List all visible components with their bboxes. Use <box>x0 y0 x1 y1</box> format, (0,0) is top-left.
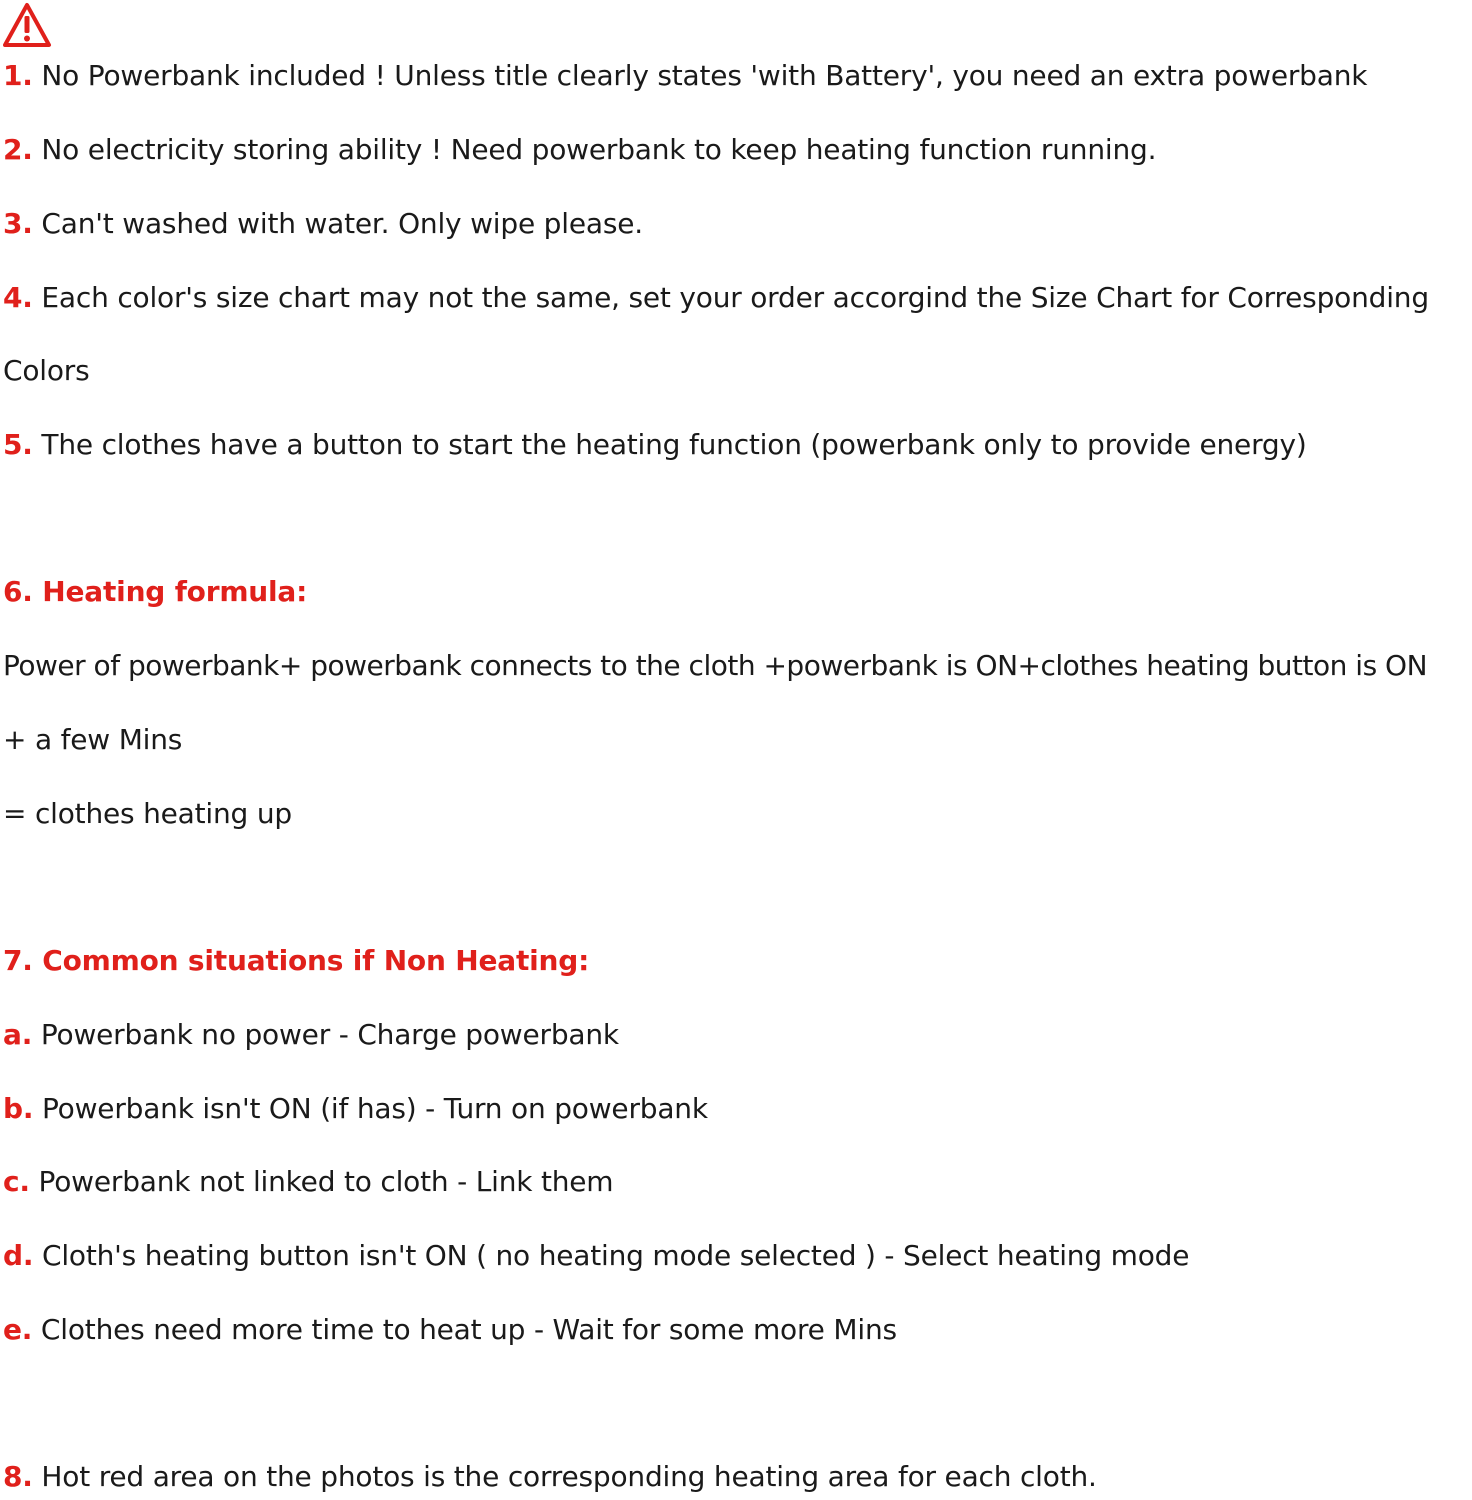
situation-c <box>3 1164 613 1200</box>
situation-text: Cloth's heating button isn't ON ( no heating mode selected ) - Select heating mode <box>33 1239 1190 1272</box>
situation-letter: d. <box>3 1239 34 1272</box>
situation-letter: a. <box>3 1018 33 1051</box>
note-8 <box>3 1459 1097 1495</box>
note-text: Hot red area on the photos is the corresponding heating area for each cloth. <box>32 1460 1097 1493</box>
situation-text: Powerbank no power - Charge powerbank <box>32 1018 619 1051</box>
note-1 <box>3 58 1367 94</box>
note-number: 2. <box>3 133 33 166</box>
situation-b <box>3 1091 708 1127</box>
note-text: No electricity storing ability ! Need powerbank to keep heating function running. <box>32 133 1157 166</box>
note-5 <box>3 427 1307 463</box>
situation-letter: b. <box>3 1092 34 1125</box>
note-text: Can't washed with water. Only wipe please. <box>32 207 643 240</box>
non-heating-situations-heading: 7. Common situations if Non Heating: <box>3 944 590 977</box>
note-2 <box>3 132 1156 168</box>
situation-text: Powerbank not linked to cloth - Link them <box>29 1165 614 1198</box>
note-text: The clothes have a button to start the heating function (powerbank only to provide energy) <box>32 428 1307 461</box>
situation-letter: c. <box>3 1165 30 1198</box>
note-text: No Powerbank included ! Unless title clearly states 'with Battery', you need an extra powerbank <box>32 59 1368 92</box>
situation-letter: e. <box>3 1313 33 1346</box>
situation-a <box>3 1017 619 1053</box>
note-4 <box>3 280 1429 316</box>
note-4-continuation: Colors <box>3 354 90 387</box>
situation-e <box>3 1312 897 1348</box>
warning-triangle-icon <box>2 2 52 48</box>
formula-line-1: Power of powerbank+ powerbank connects to the cloth +powerbank is ON+clothes heating button is ON <box>3 649 1428 682</box>
formula-line-2: + a few Mins <box>3 723 183 756</box>
note-number: 1. <box>3 59 33 92</box>
note-text: Each color's size chart may not the same, set your order accorgind the Size Chart for Corresponding <box>32 281 1429 314</box>
formula-line-3: = clothes heating up <box>3 797 292 830</box>
note-number: 5. <box>3 428 33 461</box>
note-3 <box>3 206 643 242</box>
heating-formula-heading: 6. Heating formula: <box>3 575 308 608</box>
note-number: 3. <box>3 207 33 240</box>
situation-text: Clothes need more time to heat up - Wait for some more Mins <box>32 1313 897 1346</box>
note-number: 8. <box>3 1460 33 1493</box>
situation-text: Powerbank isn't ON (if has) - Turn on powerbank <box>33 1092 708 1125</box>
situation-d <box>3 1238 1189 1274</box>
note-number: 4. <box>3 281 33 314</box>
